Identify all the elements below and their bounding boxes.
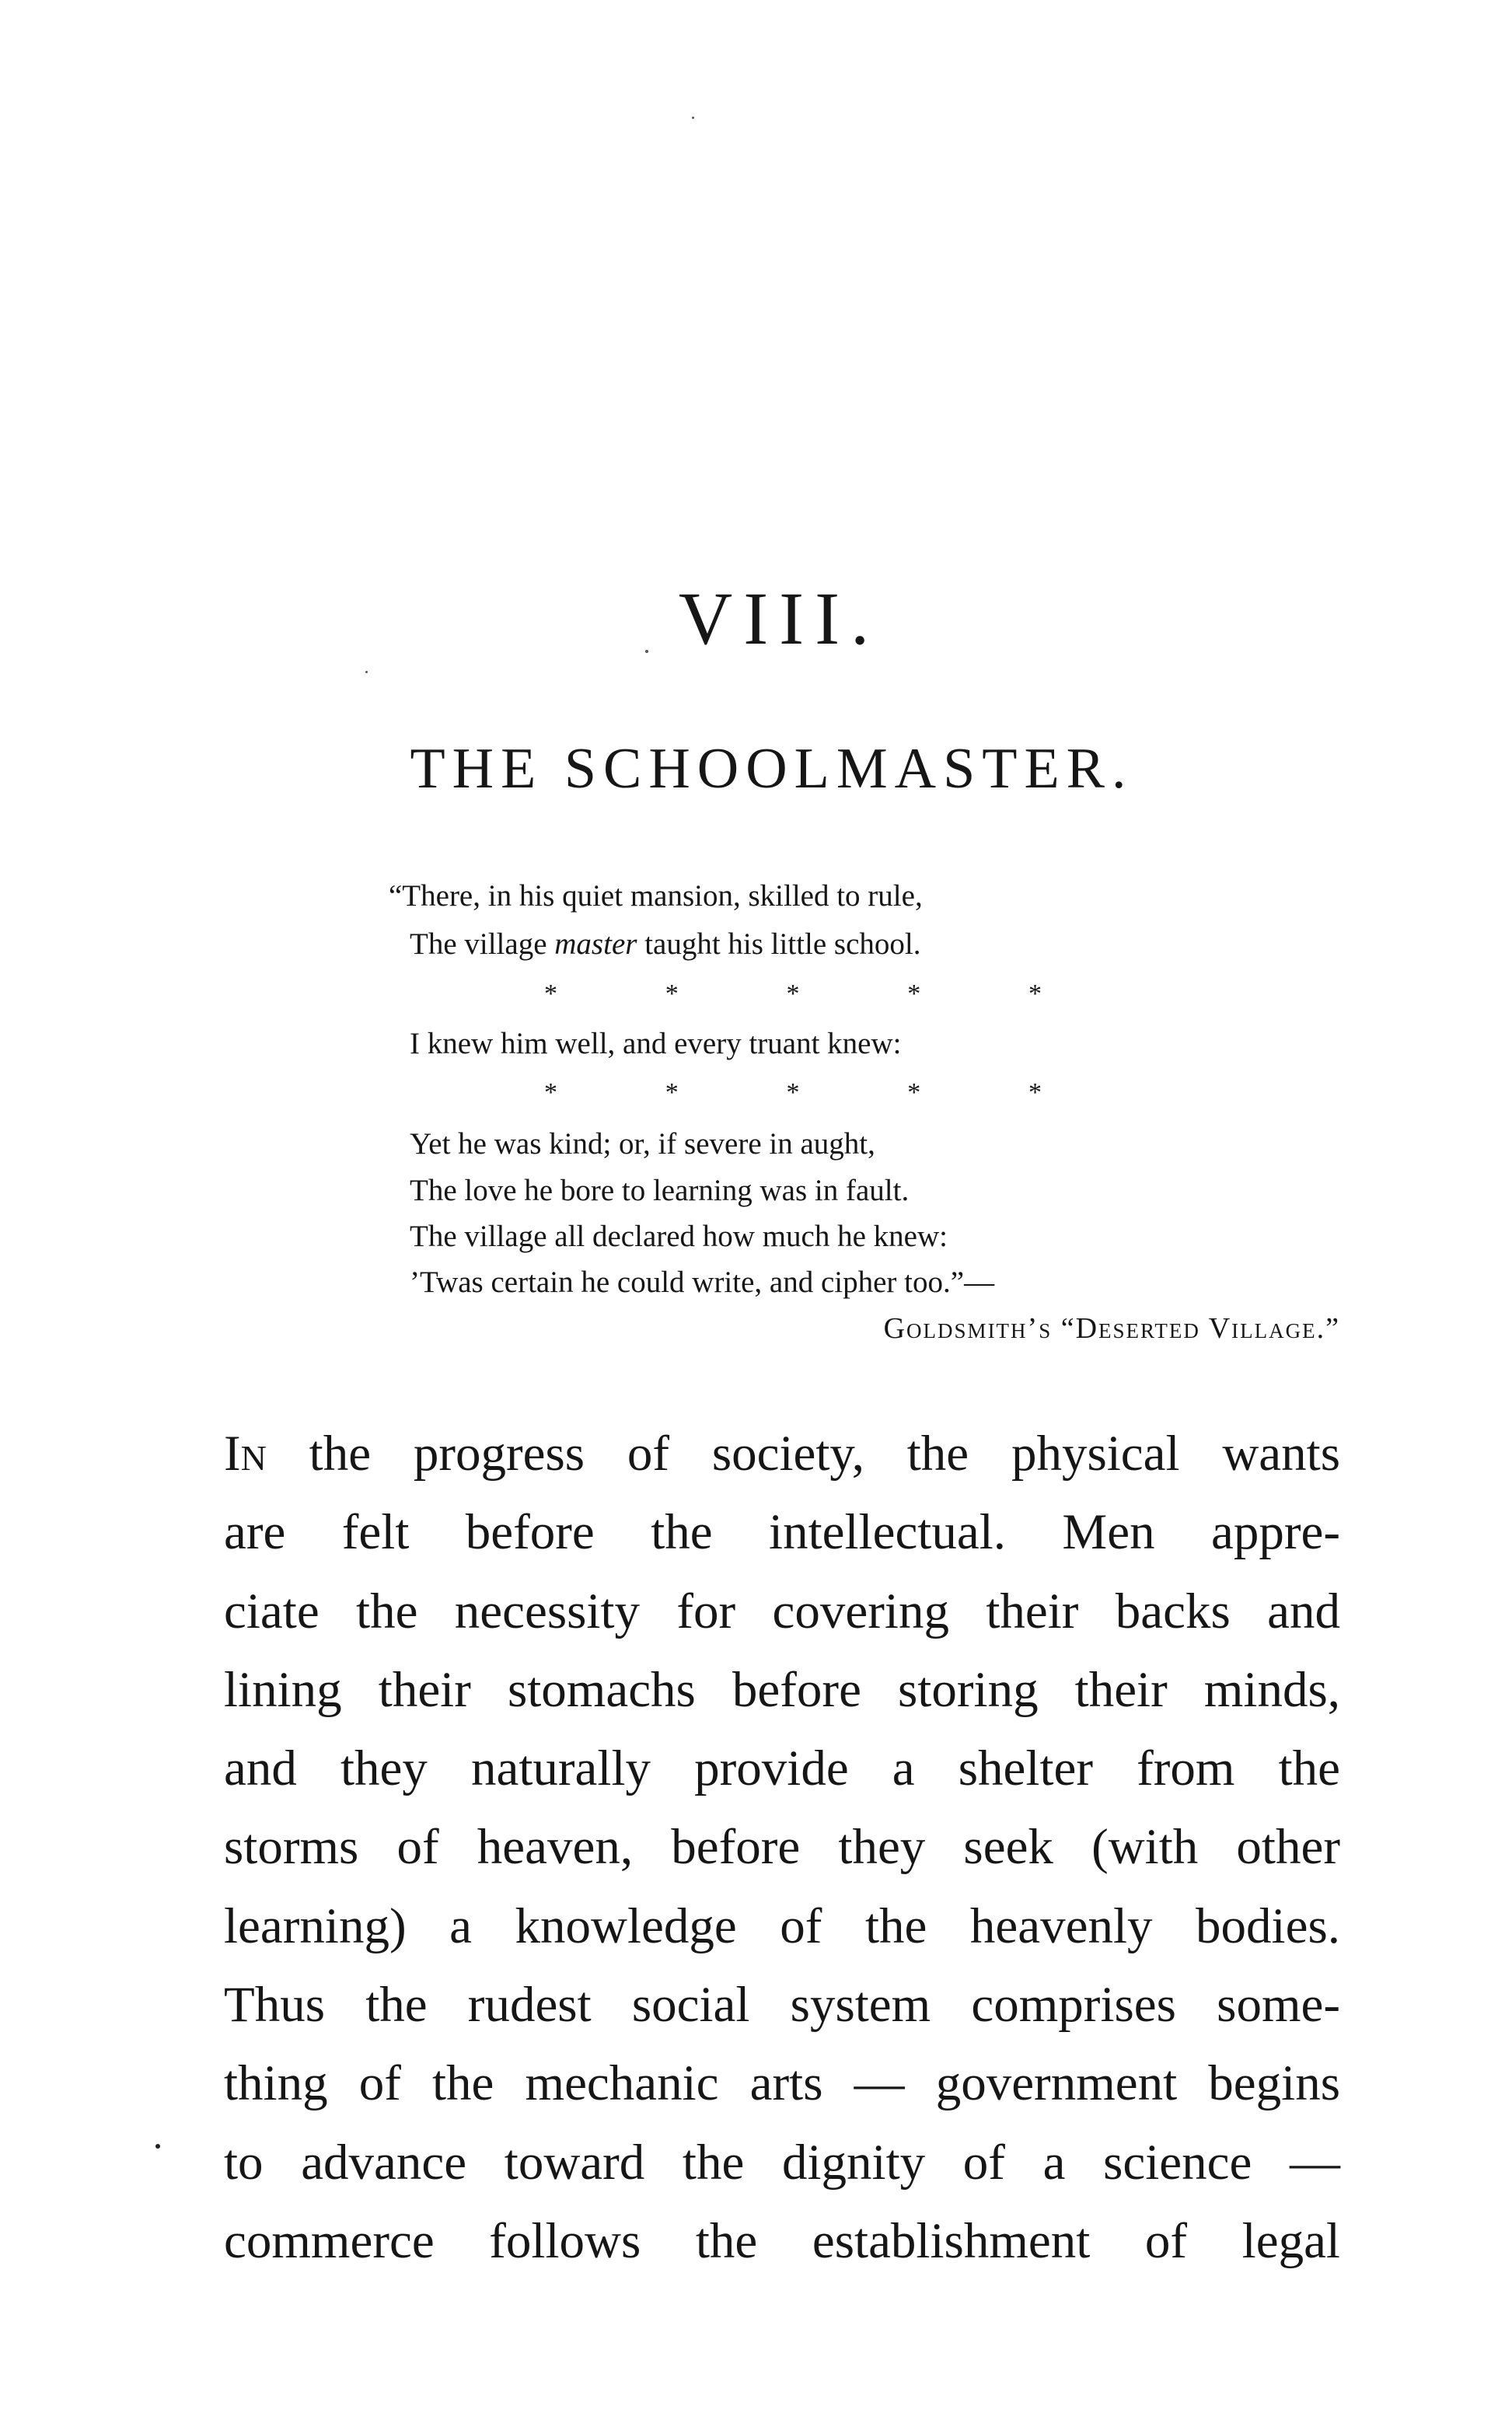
body-line-1 [224, 1415, 1340, 1493]
body-line: thing of the mechanic arts — government begins [224, 2055, 1340, 2112]
epigraph-ornament-stars-2 [544, 1080, 1042, 1106]
body-line: ciate the necessity for covering their backs and [224, 1583, 1340, 1639]
epigraph-ornament-stars-1 [544, 981, 1042, 1007]
epigraph-line-7: ’Twas certain he could write, and cipher too.”— [410, 1266, 995, 1299]
body-line: commerce follows the establishment of legal [224, 2212, 1340, 2269]
print-speck [365, 671, 368, 673]
star-ornament: * [665, 1078, 679, 1107]
print-speck [692, 117, 694, 119]
star-ornament: * [665, 979, 679, 1008]
body-line-1-text: the progress of society, the physical wants [309, 1426, 1340, 1482]
epigraph-italic-word: master [554, 927, 637, 961]
star-ornament: * [544, 979, 557, 1008]
star-ornament: * [786, 979, 800, 1008]
body-line: storms of heaven, before they seek (with other [224, 1819, 1340, 1876]
epigraph-line-2 [410, 929, 921, 959]
epigraph-line-2-start: The village [410, 927, 555, 961]
star-ornament: * [544, 1078, 557, 1107]
epigraph-line-5: The love he bore to learning was in fault. [410, 1174, 910, 1207]
star-ornament: * [907, 1078, 921, 1107]
chapter-title: THE SCHOOLMASTER. [410, 737, 1133, 801]
body-line: learning) a knowledge of the heavenly bodies. [224, 1898, 1340, 1954]
print-speck [645, 650, 648, 653]
print-speck [155, 2144, 160, 2149]
epigraph-line-3: I knew him well, and every truant knew: [410, 1027, 902, 1060]
epigraph-attribution: Goldsmith’s “Deserted Village.” [883, 1312, 1340, 1345]
drop-word: In [224, 1426, 267, 1482]
body-line: are felt before the intellectual. Men appre- [224, 1504, 1340, 1561]
body-paragraph [224, 1415, 1340, 2281]
epigraph-line-6: The village all declared how much he knew: [410, 1220, 948, 1253]
epigraph-line-2-end: taught his little school. [637, 927, 921, 961]
star-ornament: * [1028, 1078, 1042, 1107]
chapter-number: VIII. [678, 577, 881, 660]
star-ornament: * [786, 1078, 800, 1107]
body-line: Thus the rudest social system comprises some- [224, 1977, 1340, 2034]
body-line: lining their stomachs before storing their minds, [224, 1661, 1340, 1718]
body-line: to advance toward the dignity of a science — [224, 2134, 1340, 2191]
star-ornament: * [907, 979, 921, 1008]
star-ornament: * [1028, 979, 1042, 1008]
epigraph-line-4: Yet he was kind; or, if severe in aught, [410, 1127, 875, 1161]
epigraph-line-1: “There, in his quiet mansion, skilled to rule, [389, 879, 923, 913]
body-line: and they naturally provide a shelter from the [224, 1740, 1340, 1797]
